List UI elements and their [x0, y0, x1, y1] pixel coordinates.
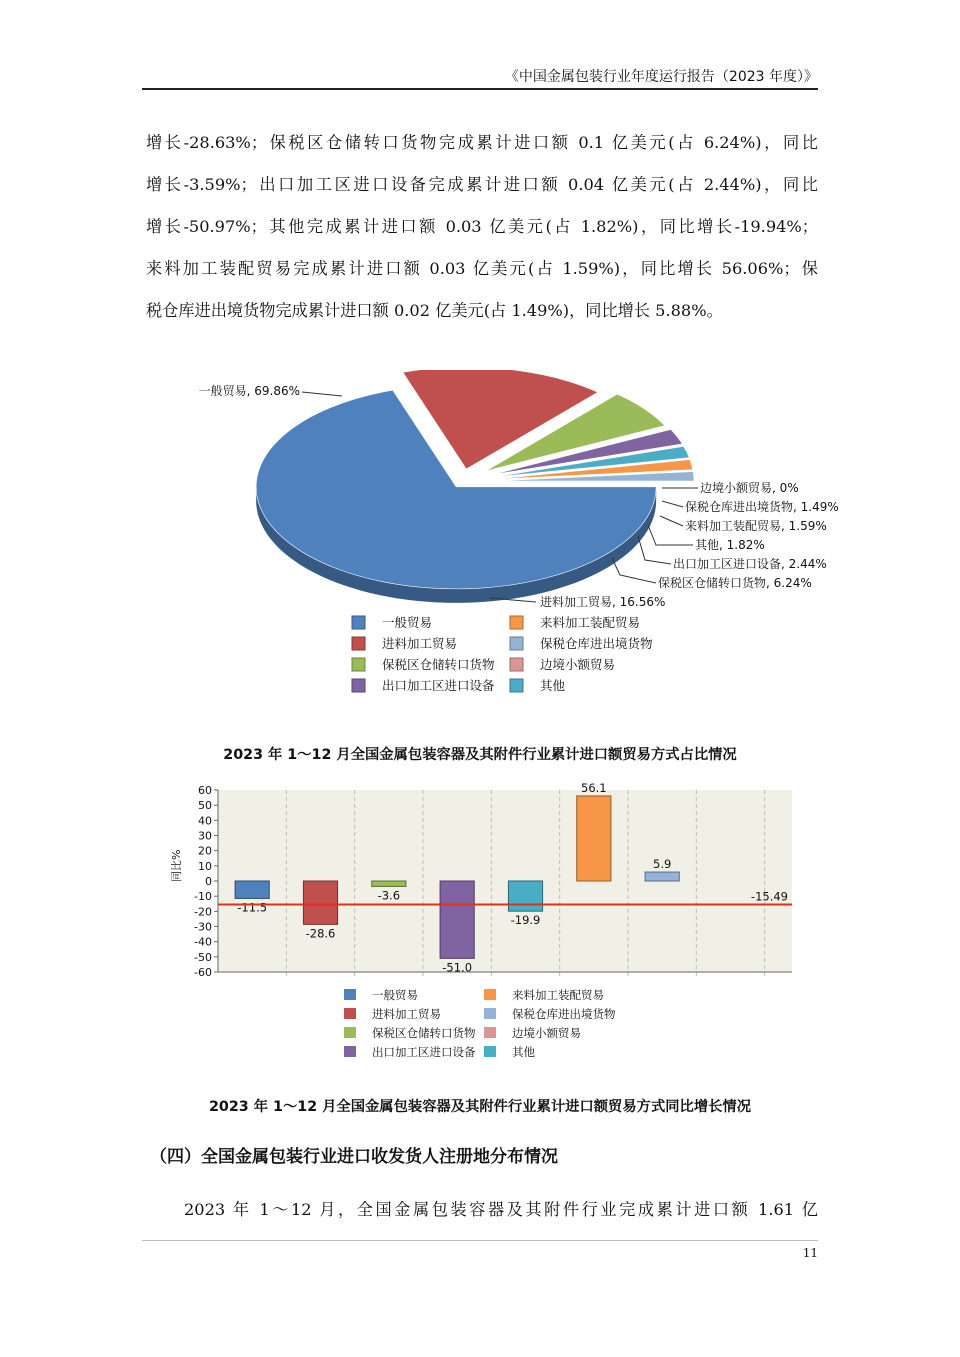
- bar-y-tick-label: 30: [198, 829, 212, 843]
- bar-y-tick-label: -60: [194, 966, 212, 979]
- pie-legend-label: 其他: [540, 678, 566, 693]
- pie-legend-swatch: [352, 658, 365, 671]
- section-heading: （四）全国金属包装行业进口收发货人注册地分布情况: [150, 1147, 558, 1167]
- bar-value-label: 5.9: [653, 857, 672, 872]
- bar-legend-swatch: [344, 1027, 356, 1038]
- bar-y-axis-label: 同比%: [170, 849, 183, 883]
- bar: [440, 881, 474, 958]
- pie-leader-line: [612, 558, 656, 583]
- bar-legend-label: 保税区仓储转口货物: [372, 1026, 476, 1040]
- paragraph-line: 增长-50.97%；其他完成累计进口额 0.03 亿美元(占 1.82%)，同比增长-19.94%；: [146, 217, 818, 236]
- bar-legend-swatch: [344, 1008, 356, 1019]
- bar-y-tick-label: 10: [198, 859, 212, 873]
- bar-legend-label: 出口加工区进口设备: [372, 1045, 476, 1059]
- bar-value-label: -11.5: [237, 900, 268, 915]
- bar-legend-label: 边境小额贸易: [512, 1026, 581, 1040]
- bar: [303, 881, 337, 924]
- bar-legend-swatch: [484, 1027, 496, 1038]
- bar-value-label: -19.9: [510, 913, 541, 928]
- body-paragraph: 2023 年 1～12 月，全国金属包装容器及其附件行业完成累计进口额 1.61 亿: [184, 1200, 818, 1219]
- bar-legend-label: 保税仓库进出境货物: [512, 1007, 616, 1021]
- pie-legend-label: 来料加工装配贸易: [540, 615, 641, 630]
- bar-y-tick-label: 20: [198, 844, 212, 858]
- bar-y-tick-label: -10: [194, 890, 212, 904]
- pie-legend-swatch: [510, 637, 523, 650]
- bar-legend-label: 来料加工装配贸易: [512, 988, 604, 1002]
- bar: [645, 872, 679, 881]
- bar-value-label: -51.0: [442, 960, 473, 975]
- pie-legend-label: 保税区仓储转口货物: [382, 657, 495, 672]
- bar-legend-swatch: [484, 989, 496, 1000]
- bar-y-tick-label: -40: [194, 935, 212, 949]
- bar: [235, 881, 269, 898]
- bar-value-label: 56.1: [581, 780, 607, 795]
- header-rule: [142, 88, 818, 90]
- intro-paragraph: [146, 122, 818, 332]
- paragraph-line: 增长-28.63%；保税区仓储转口货物完成累计进口额 0.1 亿美元(占 6.24%)，同比: [146, 133, 818, 152]
- bar: [372, 881, 406, 886]
- pie-slice-label: 其他, 1.82%: [695, 538, 765, 552]
- bar-y-tick-label: -50: [194, 950, 212, 964]
- pie-legend-swatch: [510, 679, 523, 692]
- pie-legend-label: 出口加工区进口设备: [382, 678, 495, 693]
- pie-legend-label: 一般贸易: [382, 615, 433, 630]
- pie-legend-swatch: [510, 658, 523, 671]
- bar-y-tick-label: -20: [194, 905, 212, 919]
- bar: [577, 796, 611, 881]
- page-number: 11: [802, 1246, 818, 1260]
- bar-legend-swatch: [344, 1046, 356, 1057]
- bar: [508, 881, 542, 911]
- bar-legend-swatch: [344, 989, 356, 1000]
- bar-chart-caption: 2023 年 1～12 月全国金属包装容器及其附件行业累计进口额贸易方式同比增长情况: [208, 1099, 752, 1115]
- bar-y-tick-label: -30: [194, 920, 212, 934]
- bar-y-tick-label: 40: [198, 814, 212, 828]
- pie-leader-line: [660, 516, 683, 526]
- pie-chart: [150, 370, 850, 730]
- bar-y-tick-label: 60: [198, 784, 212, 797]
- pie-leader-line: [662, 501, 683, 507]
- paragraph-line: 增长-3.59%；出口加工区进口设备完成累计进口额 0.04 亿美元(占 2.44%)，同比: [146, 175, 818, 194]
- bar-value-label: -3.6: [377, 888, 401, 903]
- pie-slice-label: 出口加工区进口设备, 2.44%: [673, 557, 827, 571]
- pie-leader-line: [302, 392, 342, 396]
- pie-legend-swatch: [352, 679, 365, 692]
- bar-reference-label: -15.49: [750, 889, 788, 904]
- pie-legend-swatch: [352, 616, 365, 629]
- pie-slice-label: 保税仓库进出境货物, 1.49%: [685, 500, 839, 514]
- pie-slice-label: 边境小额贸易, 0%: [700, 481, 799, 495]
- bar-legend-label: 其他: [512, 1045, 535, 1059]
- bar-y-tick-label: 50: [198, 799, 212, 813]
- page-header: 《中国金属包装行业年度运行报告（2023 年度）》: [504, 69, 818, 85]
- bar-legend-label: 进料加工贸易: [372, 1007, 441, 1021]
- pie-slice-label: 一般贸易, 69.86%: [198, 384, 300, 398]
- pie-legend-swatch: [510, 616, 523, 629]
- bar-y-tick-label: 0: [205, 875, 212, 888]
- pie-slice-label: 来料加工装配贸易, 1.59%: [685, 519, 827, 533]
- pie-legend-label: 进料加工贸易: [382, 636, 458, 651]
- pie-chart-caption: 2023 年 1～12 月全国金属包装容器及其附件行业累计进口额贸易方式占比情况: [223, 747, 737, 763]
- paragraph-line: 税仓库进出境货物完成累计进口额 0.02 亿美元(占 1.49%)，同比增长 5.88%。: [146, 301, 723, 320]
- bar-value-label: -28.6: [305, 926, 336, 941]
- pie-slice-label: 保税区仓储转口货物, 6.24%: [658, 576, 812, 590]
- bar-legend-swatch: [484, 1008, 496, 1019]
- pie-slice-label: 进料加工贸易, 16.56%: [540, 595, 666, 609]
- pie-legend-swatch: [352, 637, 365, 650]
- pie-legend-label: 保税仓库进出境货物: [540, 636, 653, 651]
- bar-legend-swatch: [484, 1046, 496, 1057]
- bar-legend-label: 一般贸易: [372, 988, 418, 1002]
- footer-rule: [142, 1240, 818, 1241]
- paragraph-line: 来料加工装配贸易完成累计进口额 0.03 亿美元(占 1.59%)，同比增长 56.06%；保: [146, 259, 818, 278]
- bar-chart: [150, 772, 810, 1082]
- pie-legend-label: 边境小额贸易: [540, 657, 616, 672]
